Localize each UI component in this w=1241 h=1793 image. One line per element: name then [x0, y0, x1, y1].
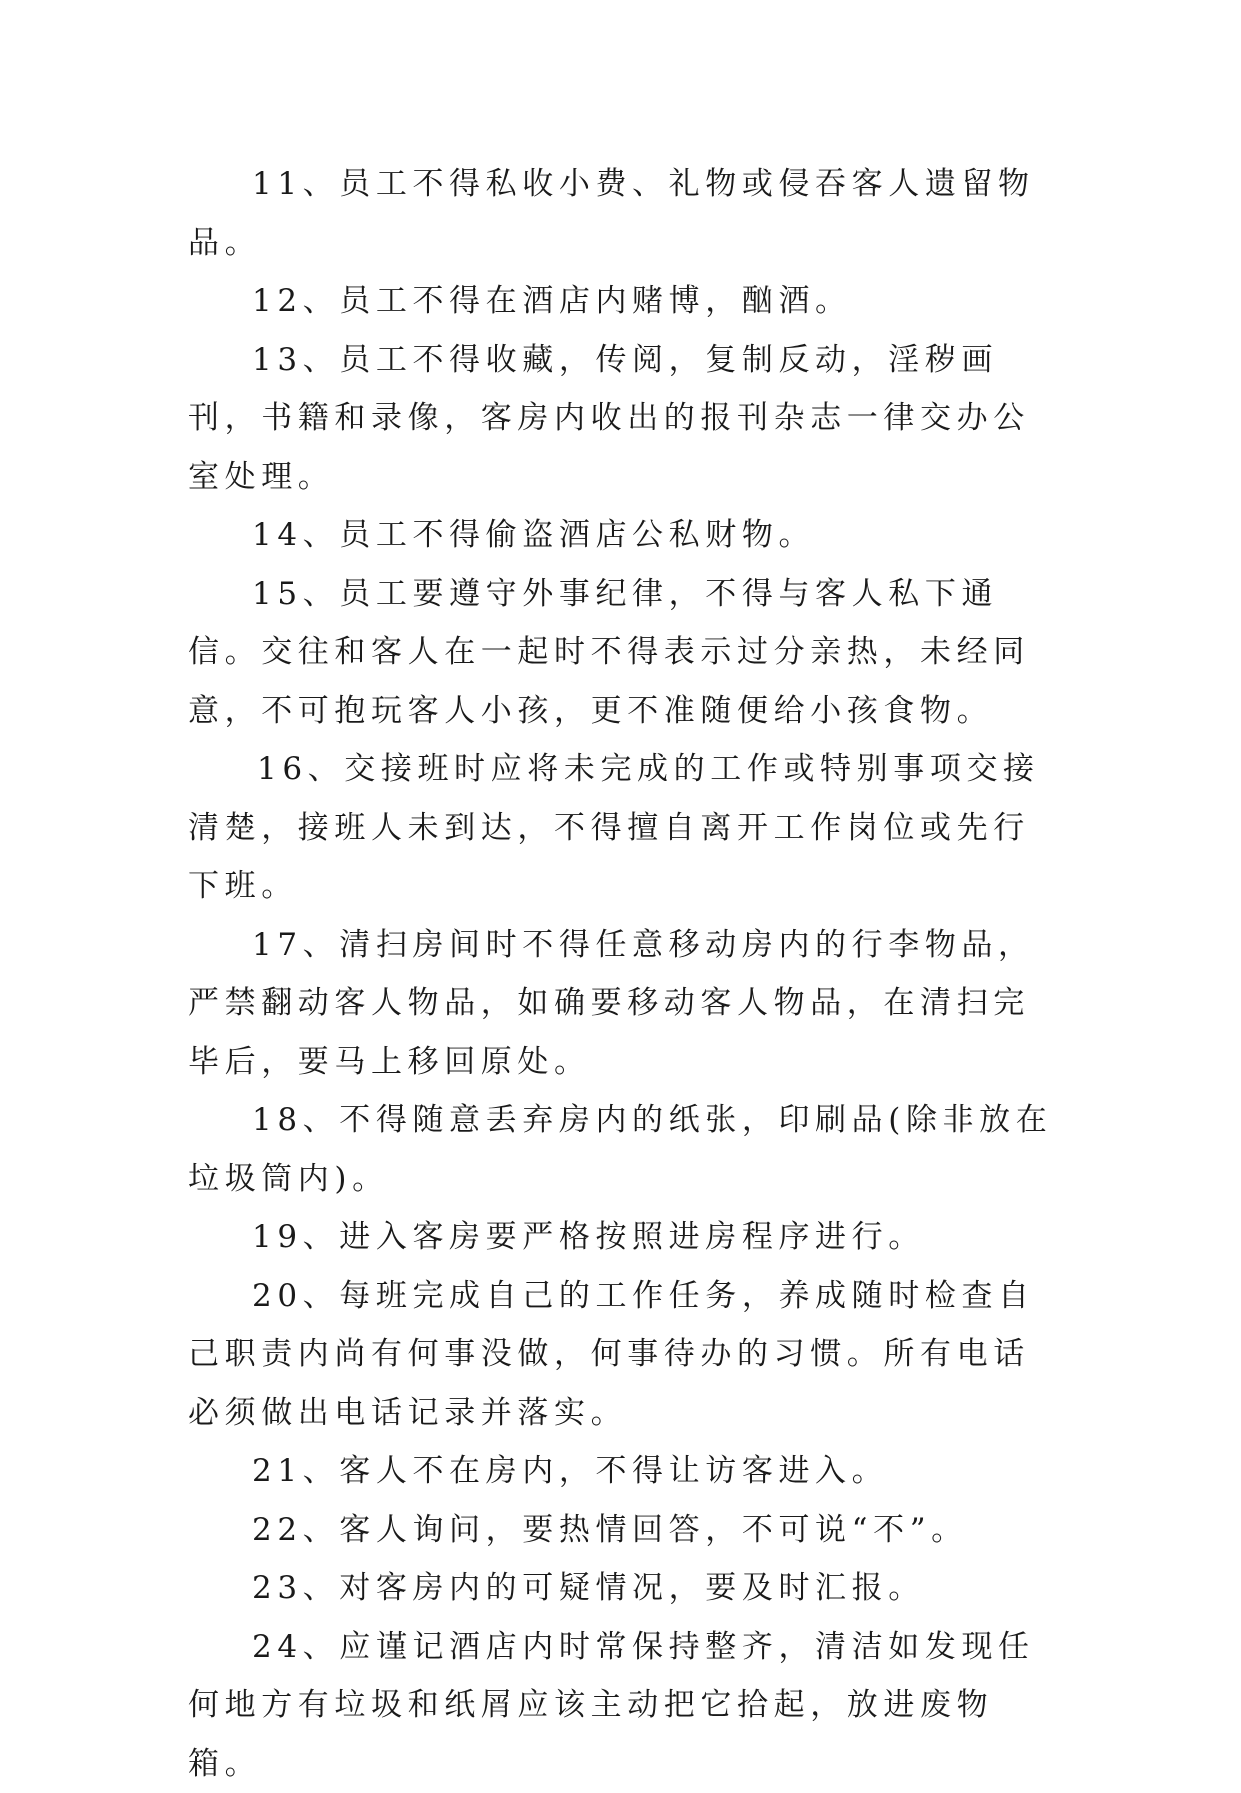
rule-paragraph-12: 12、员工不得在酒店内赌博，酗酒。 [188, 272, 1058, 331]
rule-paragraph-16: 16、交接班时应将未完成的工作或特别事项交接清楚，接班人未到达，不得擅自离开工作岗位或先行下班。 [188, 740, 1058, 916]
document-body [188, 155, 1058, 1793]
rule-paragraph-19: 19、进入客房要严格按照进房程序进行。 [188, 1208, 1058, 1267]
rule-paragraph-21: 21、客人不在房内，不得让访客进入。 [188, 1442, 1058, 1501]
rule-paragraph-24: 24、应谨记酒店内时常保持整齐，清洁如发现任何地方有垃圾和纸屑应该主动把它拾起，放进废物箱。 [188, 1618, 1058, 1793]
rule-paragraph-15: 15、员工要遵守外事纪律，不得与客人私下通信。交往和客人在一起时不得表示过分亲热，未经同意，不可抱玩客人小孩，更不准随便给小孩食物。 [188, 565, 1058, 741]
rule-paragraph-18: 18、不得随意丢弃房内的纸张，印刷品(除非放在垃圾筒内)。 [188, 1091, 1058, 1208]
rule-paragraph-14: 14、员工不得偷盗酒店公私财物。 [188, 506, 1058, 565]
rule-paragraph-22: 22、客人询问，要热情回答，不可说“不”。 [188, 1501, 1058, 1560]
rule-paragraph-13: 13、员工不得收藏，传阅，复制反动，淫秽画刊，书籍和录像，客房内收出的报刊杂志一律交办公室处理。 [188, 331, 1058, 507]
rule-paragraph-11: 11、员工不得私收小费、礼物或侵吞客人遗留物品。 [188, 155, 1058, 272]
rule-paragraph-17: 17、清扫房间时不得任意移动房内的行李物品，严禁翻动客人物品，如确要移动客人物品，在清扫完毕后，要马上移回原处。 [188, 916, 1058, 1092]
rule-paragraph-23: 23、对客房内的可疑情况，要及时汇报。 [188, 1559, 1058, 1618]
rule-paragraph-20: 20、每班完成自己的工作任务，养成随时检查自己职责内尚有何事没做，何事待办的习惯。所有电话必须做出电话记录并落实。 [188, 1267, 1058, 1443]
